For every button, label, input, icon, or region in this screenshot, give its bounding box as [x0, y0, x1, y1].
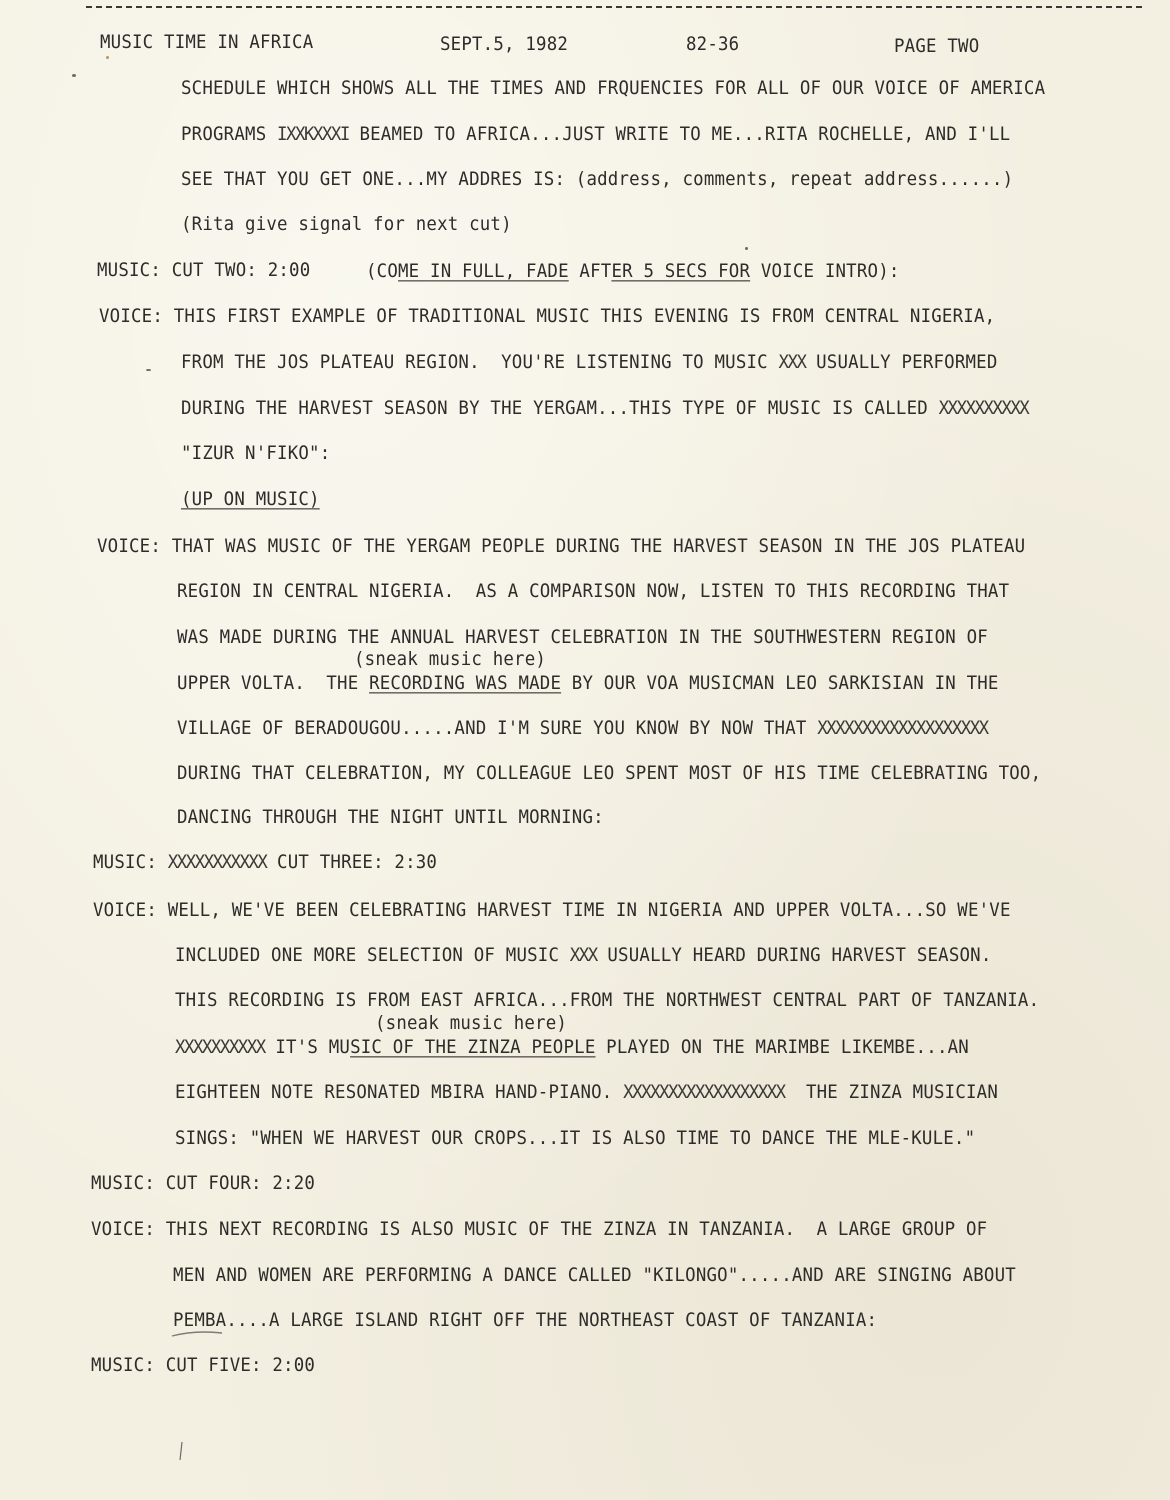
strikeout: XXXXXXXXXX	[938, 398, 1029, 420]
voice2-line-6: DURING THAT CELEBRATION, MY COLLEAGUE LEO SPENT MOST OF HIS TIME CELEBRATING TOO,	[177, 763, 1042, 785]
sneak-music-note-2: (sneak music here)	[375, 1013, 568, 1035]
header-number: 82-36	[686, 34, 740, 56]
voice2-line-3: WAS MADE DURING THE ANNUAL HARVEST CELEBRATION IN THE SOUTHWESTERN REGION OF	[177, 627, 988, 649]
paper-speck	[72, 74, 76, 77]
line-3: SEE THAT YOU GET ONE...MY ADDRES IS: (address, comments, repeat address......)	[181, 169, 1014, 191]
top-dashed-rule	[86, 6, 1142, 8]
cue-music-cut-five: MUSIC: CUT FIVE: 2:00	[91, 1355, 316, 1377]
voice4-line-1: VOICE: THIS NEXT RECORDING IS ALSO MUSIC OF THE ZINZA IN TANZANIA. A LARGE GROUP OF	[91, 1219, 988, 1241]
strikeout: XXX	[569, 945, 597, 967]
voice3-line-1: VOICE: WELL, WE'VE BEEN CELEBRATING HARVEST TIME IN NIGERIA AND UPPER VOLTA...SO WE'VE	[93, 900, 1011, 922]
voice2-line-5: VILLAGE OF BERADOUGOU.....AND I'M SURE YOU KNOW BY NOW THAT XXXXXXXXXXXXXXXXXXX	[177, 718, 988, 740]
strikeout: XXXXXXXXXXX	[167, 852, 267, 874]
voice3-line-5: EIGHTEEN NOTE RESONATED MBIRA HAND-PIANO. XXXXXXXXXXXXXXXXXX THE ZINZA MUSICIAN	[175, 1082, 999, 1104]
cue-music-cut-three: MUSIC: XXXXXXXXXXX CUT THREE: 2:30	[93, 852, 438, 874]
header-program: MUSIC TIME IN AFRICA	[100, 32, 314, 54]
voice3-line-6: SINGS: "WHEN WE HARVEST OUR CROPS...IT IS ALSO TIME TO DANCE THE MLE-KULE."	[175, 1128, 976, 1150]
voice-line-4: "IZUR N'FIKO":	[181, 443, 331, 465]
strikeout: XXXXXXXXXXXXXXXXXX	[623, 1082, 785, 1104]
header-page: PAGE TWO	[894, 36, 980, 58]
voice2-line-1: VOICE: THAT WAS MUSIC OF THE YERGAM PEOPLE DURING THE HARVEST SEASON IN THE JOS PLATEAU	[97, 536, 1026, 558]
voice4-line-3: PEMBA....A LARGE ISLAND RIGHT OFF THE NORTHEAST COAST OF TANZANIA:	[173, 1310, 878, 1332]
voice3-line-3: THIS RECORDING IS FROM EAST AFRICA...FROM THE NORTHWEST CENTRAL PART OF TANZANIA.	[175, 990, 1040, 1012]
strikeout: XXX	[778, 352, 806, 374]
pencil-underline-mark	[170, 1328, 230, 1340]
pencil-tick-mark	[176, 1440, 188, 1464]
header-date: SEPT.5, 1982	[440, 34, 569, 56]
strikeout: XXXXXXXXXXXXXXXXXXX	[817, 718, 988, 740]
voice-line-2: FROM THE JOS PLATEAU REGION. YOU'RE LISTENING TO MUSIC XXX USUALLY PERFORMED	[181, 352, 998, 374]
voice2-line-4: UPPER VOLTA. THE RECORDING WAS MADE BY OUR VOA MUSICMAN LEO SARKISIAN IN THE	[177, 673, 999, 695]
strikeout: IXXKXXXI	[277, 124, 349, 146]
voice-line-3: DURING THE HARVEST SEASON BY THE YERGAM...THIS TYPE OF MUSIC IS CALLED XXXXXXXXXX	[181, 398, 1029, 420]
cue-music-cut-two: MUSIC: CUT TWO: 2:00	[97, 260, 311, 282]
voice4-line-2: MEN AND WOMEN ARE PERFORMING A DANCE CALLED "KILONGO".....AND ARE SINGING ABOUT	[173, 1265, 1016, 1287]
voice2-line-7: DANCING THROUGH THE NIGHT UNTIL MORNING:	[177, 807, 604, 829]
voice-line-1: VOICE: THIS FIRST EXAMPLE OF TRADITIONAL MUSIC THIS EVENING IS FROM CENTRAL NIGERIA,	[99, 306, 996, 328]
voice3-line-2: INCLUDED ONE MORE SELECTION OF MUSIC XXX USUALLY HEARD DURING HARVEST SEASON.	[175, 945, 992, 967]
voice2-line-2: REGION IN CENTRAL NIGERIA. AS A COMPARISON NOW, LISTEN TO THIS RECORDING THAT	[177, 581, 1010, 603]
cue-music-cut-two-instructions: (COME IN FULL, FADE AFTER 5 SECS FOR VOICE INTRO):	[366, 261, 900, 283]
strikeout: XXXXXXXXXX	[175, 1037, 265, 1059]
line-2: PROGRAMS IXXKXXXI BEAMED TO AFRICA...JUST WRITE TO ME...RITA ROCHELLE, AND I'LL	[181, 124, 1011, 146]
cue-music-cut-four: MUSIC: CUT FOUR: 2:20	[91, 1173, 316, 1195]
line-4: (Rita give signal for next cut)	[181, 214, 512, 236]
paper-speck	[106, 56, 109, 59]
paper-speck	[745, 247, 748, 250]
line-1: SCHEDULE WHICH SHOWS ALL THE TIMES AND FRQUENCIES FOR ALL OF OUR VOICE OF AMERICA	[181, 78, 1046, 100]
paper-speck	[146, 369, 151, 371]
cue-up-on-music: (UP ON MUSIC)	[181, 489, 320, 511]
voice3-line-4: XXXXXXXXXX IT'S MUSIC OF THE ZINZA PEOPLE PLAYED ON THE MARIMBE LIKEMBE...AN	[175, 1037, 969, 1059]
sneak-music-note: (sneak music here)	[354, 649, 547, 671]
